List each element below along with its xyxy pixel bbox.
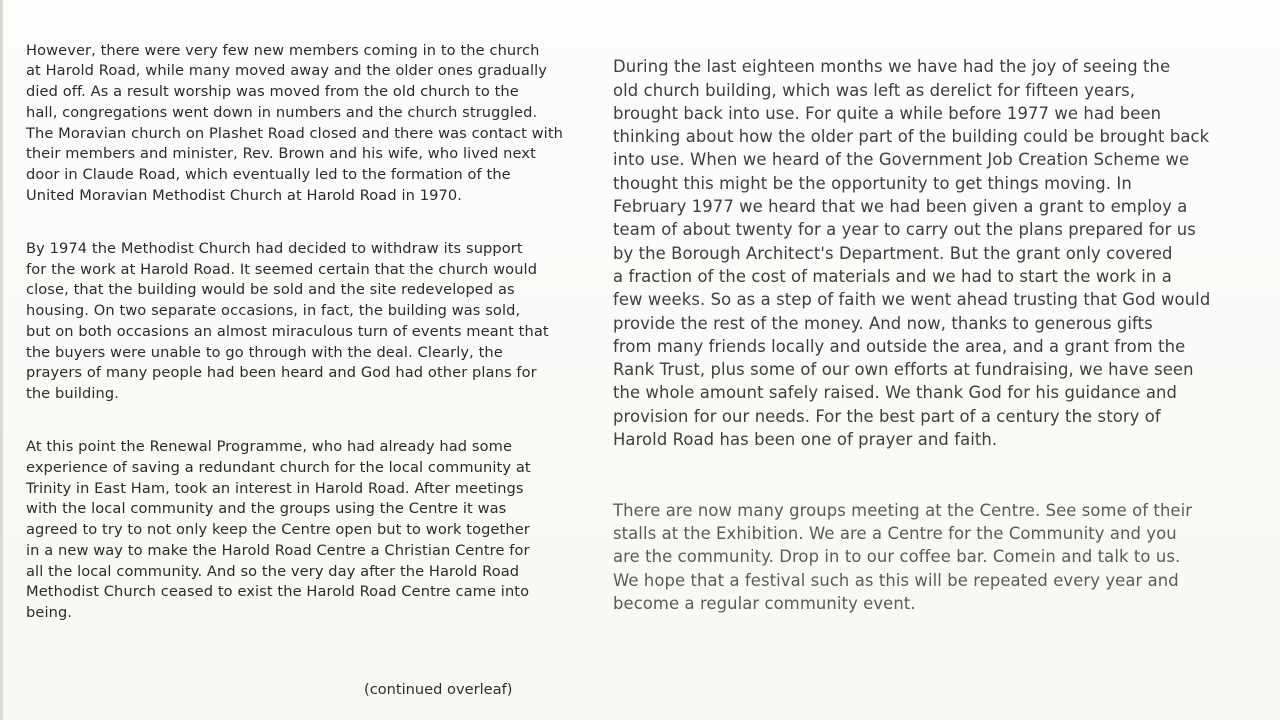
continued-overleaf-note: (continued overleaf) [364, 681, 513, 698]
right-column [613, 32, 1273, 638]
paragraph-church-decline: However, there were very few new members coming in to the church at Harold Road, while many moved away and the older ones gradually died off. As a result worship was moved from the old church to the hall, congregations went down in numbers and the church struggled. The Moravian church on Plashet Road closed and there was contact with their members and minister, Rev. Brown and his wife, who lived next door in Claude Road, which eventually led to the formation of the United Moravian Methodist Church at Harold Road in 1970. [26, 41, 564, 204]
page-edge [0, 0, 3, 720]
paragraph-renewal-programme: At this point the Renewal Programme, who had already had some experience of saving a redundant church for the local community at Trinity in East Ham, took an interest in Harold Road. After meetings with the local community and the groups using the Centre it was agreed to try to not only keep the Centre open but to work together in a new way to make the Harold Road Centre a Christian Centre for all the local community. And so the very day after the Harold Road Methodist Church ceased to exist the Harold Road Centre came into being. [26, 438, 531, 621]
paragraph-methodist-withdrawal: By 1974 the Methodist Church had decided to withdraw its support for the work at Harold Road. It seemed certain that the church would close, that the building would be sold and the site redeveloped as housing. On two separate occasions, in fact, the building was sold, but on both occasions an almost miraculous turn of events meant that the buyers were unable to go through with the deal. Clearly, the prayers of many people had been heard and God had other plans for the building. [26, 240, 549, 402]
left-column [26, 20, 596, 644]
paragraph-restoration: During the last eighteen months we have had the joy of seeing the old church building, which was left as derelict for fifteen years, brought back into use. For quite a while before 1977 we had been thinking about how the older part of the building could be brought back into use. When we heard of the Government Job Creation Scheme we thought this might be the opportunity to get things moving. In February 1977 we heard that we had been given a grant to employ a team of about twenty for a year to carry out the plans prepared for us by the Borough Architect's Department. But the grant only covered a fraction of the cost of materials and we had to start the work in a few weeks. So as a step of faith we went ahead trusting that God would provide the rest of the money. And now, thanks to generous gifts from many friends locally and outside the area, and a grant from the Rank Trust, plus some of our own efforts at fundraising, we have seen the whole amount safely raised. We thank God for his guidance and provision for our needs. For the best part of a century the story of Harold Road has been one of prayer and faith. [613, 57, 1211, 450]
paragraph-community-groups: There are now many groups meeting at the Centre. See some of their stalls at the Exhibition. We are a Centre for the Community and you are the community. Drop in to our coffee bar. Comein and talk to us. We hope that a festival such as this will be repeated every year and become a regular community event. [613, 500, 1193, 613]
